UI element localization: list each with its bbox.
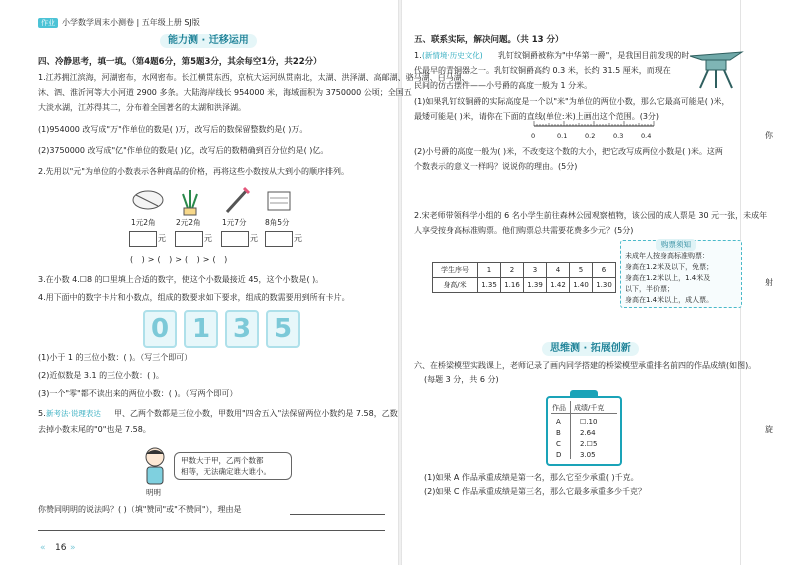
- speech-bubble: [174, 452, 292, 480]
- table-header-cell: 5: [570, 263, 593, 278]
- header-title: 小学数学周末小测卷 | 五年级上册 SJ版: [62, 18, 200, 27]
- digit-card-5: 5: [266, 310, 300, 348]
- q1-line-2: 沐、泗、淮沂河等大小河道 2900 多条。大陆海岸线长 954000 米，海域面积为 3750000 公顷；全国五: [38, 88, 412, 97]
- rule-line-2: 身高在1.2米及以下，免票；: [625, 263, 714, 271]
- ticket-rules-box: [620, 240, 742, 308]
- q1-tag: (新情境·历史文化): [422, 51, 483, 60]
- q2-prompt: 2.先用以"元"为单位的小数表示各种商品的价格，再将这些小数按从大到小的顺序排列。: [38, 167, 349, 176]
- table-header-cell: 4: [547, 263, 570, 278]
- digit-card-1: 1: [184, 310, 218, 348]
- reason-answer-line[interactable]: [290, 514, 385, 515]
- item2-price-input[interactable]: [175, 231, 203, 247]
- item1-unit: 元: [158, 234, 166, 243]
- score-name-b: B: [556, 429, 561, 437]
- table-cell: 1.40: [570, 278, 593, 293]
- table-cell: 1.35: [478, 278, 501, 293]
- table-cell: 1.39: [524, 278, 547, 293]
- scoreboard-clipboard: [546, 396, 622, 466]
- q4-prompt: 4.用下面中的数字卡片和小数点，组成的数要求如下要求，组成的数需要用到所有卡片。: [38, 293, 350, 302]
- q4-part-1: (1)小于 1 的三位小数：( )。（写三个即可）: [38, 353, 193, 362]
- rule-line-3: 身高在1.2米以上，1.4米及: [625, 274, 711, 282]
- margin-char-1: 你: [765, 131, 773, 140]
- rule-line-5: 身高在1.4米以上，成人票。: [625, 296, 714, 304]
- margin-char-3: 旋: [765, 425, 773, 434]
- left-page: 作业 小学数学周末小测卷 | 五年级上册 SJ版 能力测 · 迁移运用 四、冷静思考，填一填。（第4题6分，第5题3分，其余每空1分，共22分） 1.江苏拥江滨海，河湖密布，水网密布。长江横贯东西，京杭大运河纵贯南北，太湖、洪泽湖、高邮湖、骆马湖、白马湖、 沐、泗、淮沂河等大小河道 2900 多条。大陆海岸线长 954000 米，海域面积为 3750000 公顷；全国五 大淡水湖，江苏得其二，分布着全国著名的太湖和洪泽湖。 (1)954000 改写成"万"作单位的数是( )万，改写后的数保留整数约是( )万。 (2)3750000 改写成"亿"作单位的数是( )亿，改写后的数精确到百分位约是( )亿。 2.先用以"元"为单位的小数表示各种商品的价格，再将这些小数按从大到小的顺序排列。 1元2角 2元2角 1元7分 8角5分 元 元 元 元 ( )>( )>( )>( ) 3.在小数 4.☐8 的☐里填上合适的数字，使这个小数最接近 45，这个小数是( )。 4.用下面中的数字卡片和小数点，组成的数要求如下要求，组成的数需要用到所有卡片。 0 1 3 5 (1)小于 1 的三位小数：( )。（写三个即可） (2)近似数是 3.1 的三位小数：( )。 (3)一个"零"都不读出来的两位小数：( )。（写两个即可） 5. 新考法·说理表达 甲、乙两个数都是三位小数，甲数用"四舍五入"法保留两位小数约是 7.58，乙数 去掉小数末尾的"0"也是 7.58。 明明 甲数大于甲，乙两个数都 相等，无法确定谁大谁小。 你赞同明明的说法吗？( )（填"赞同"或"不赞同"），理由是 « 16 »: [38, 18, 470, 553]
- q1-line-1: 1.江苏拥江滨海，河湖密布，水网密布。长江横贯东西，京杭大运河纵贯南北，太湖、洪泽湖、高邮湖、骆马湖、白马湖、: [38, 73, 470, 82]
- score-value-d: 3.05: [580, 451, 596, 459]
- table-cell: 1.42: [547, 278, 570, 293]
- item4-label: 8角5分: [265, 218, 290, 227]
- student-figure-icon: [140, 446, 170, 486]
- q1-number: 1.: [414, 51, 422, 60]
- digit-card-0: 0: [143, 310, 177, 348]
- q5-line-1: 甲、乙两个数都是三位小数，甲数用"四舍五入"法保留两位小数约是 7.58，乙数: [114, 409, 398, 418]
- q5-question: 你赞同明明的说法吗？( )（填"赞同"或"不赞同"），理由是: [38, 505, 242, 514]
- ability-banner: 能力测 · 迁移运用: [160, 34, 257, 48]
- q6-part-2: (2)如果 C 作品承重成绩是第三名，那么它最多承重多少千克？: [424, 487, 647, 496]
- character-name: 明明: [146, 488, 161, 497]
- table-header-cell: 1: [478, 263, 501, 278]
- score-name-c: C: [556, 440, 561, 448]
- item4-unit: 元: [294, 234, 302, 243]
- table-header-cell: 6: [593, 263, 616, 278]
- margin-char-2: 射: [765, 278, 773, 287]
- q2-line-1: 2.宋老师带领科学小组的 6 名小学生前往森林公园观察植物，该公园的成人票是 30 元一张，未成年: [414, 211, 768, 220]
- q4-part-3: (3)一个"零"都不读出来的两位小数：( )。（写两个即可）: [38, 389, 238, 398]
- q5-line-2: 去掉小数末尾的"0"也是 7.58。: [38, 425, 151, 434]
- ruler-label-2: 0.2: [585, 132, 596, 140]
- item3-icon: [222, 184, 252, 216]
- score-name-d: D: [556, 451, 562, 459]
- score-value-c: 2.☐5: [580, 440, 598, 448]
- score-name-a: A: [556, 418, 561, 426]
- rule-line-4: 以下，半价票；: [625, 285, 674, 293]
- clip-top: [570, 390, 598, 398]
- q1-line-3: 大淡水湖，江苏得其二，分布着全国著名的太湖和洪泽湖。: [38, 103, 246, 112]
- page-number: 16: [55, 543, 67, 553]
- table-header-cell: 学生序号: [433, 263, 478, 278]
- ticket-rules-title: 购票须知: [656, 239, 696, 251]
- item2-icon: [175, 184, 205, 216]
- table-row: [433, 278, 616, 293]
- item3-label: 1元7分: [222, 218, 247, 227]
- item2-unit: 元: [204, 234, 212, 243]
- q1-part-2-line-2: 个数表示的意义一样吗？说说你的理由。(5分): [414, 162, 578, 171]
- score-header-score: 成绩/千克: [574, 404, 605, 412]
- q1-line-0: 乳钉纹铜爵被称为"中华第一爵"，是我国目前发现的时: [498, 51, 690, 60]
- table-cell: 1.30: [593, 278, 616, 293]
- item1-price-input[interactable]: [129, 231, 157, 247]
- section6-line-2: (每题 3 分，共 6 分): [424, 375, 499, 384]
- speech-line-1: 甲数大于甲，乙两个数都: [181, 456, 264, 465]
- q1-line-1: 代最早的青铜器之一。乳钉纹铜爵高约 0.3 米，长约 31.5 厘米，而现在: [414, 66, 671, 75]
- q3-prompt: 3.在小数 4.☐8 的☐里填上合适的数字，使这个小数最接近 45，这个小数是( )。: [38, 275, 324, 284]
- ruler-label-3: 0.3: [613, 132, 624, 140]
- item2-label: 2元2角: [176, 218, 201, 227]
- item3-unit: 元: [250, 234, 258, 243]
- rule-line-1: 未成年人按身高标准购票：: [625, 252, 709, 260]
- item4-price-input[interactable]: [265, 231, 293, 247]
- q5-tag: 新考法·说理表达: [46, 409, 101, 418]
- table-cell: 1.16: [501, 278, 524, 293]
- q2-line-2: 人享受按身高标准购票。他们购票总共需要花费多少元？(5分): [414, 226, 634, 235]
- q1-part-2: (2)3750000 改写成"亿"作单位的数是( )亿，改写后的数精确到百分位约是( )亿。: [38, 146, 329, 155]
- q1-part-1-line-2: 最矮可能是( )米，请你在下面的直线(单位:米)上画出这个范围。(3分): [414, 112, 660, 121]
- table-row-label: 身高/米: [433, 278, 478, 293]
- table-header-cell: 3: [524, 263, 547, 278]
- order-answer[interactable]: ( )>( )>( )>( ): [130, 255, 231, 264]
- q1-line-2: 民间的仿古摆件——小号爵的高度一般为 1 分米。: [414, 81, 593, 90]
- speech-line-2: 相等，无法确定谁大谁小。: [181, 467, 271, 476]
- item4-icon: [264, 186, 294, 214]
- score-header-work: 作品: [552, 404, 566, 412]
- table-header-cell: 2: [501, 263, 524, 278]
- ruler-label-4: 0.4: [641, 132, 652, 140]
- score-value-a: ☐.10: [580, 418, 598, 426]
- header-badge: 作业: [38, 18, 58, 28]
- q4-part-2: (2)近似数是 3.1 的三位小数：( )。: [38, 371, 164, 380]
- thinking-banner: 思维测 · 拓展创新: [542, 342, 639, 356]
- q1-part-1: (1)954000 改写成"万"作单位的数是( )万，改写后的数保留整数约是( )万。: [38, 125, 308, 134]
- section6-line-1: 六、在桥梁模型实践课上，老师记录了画内同学搭建的桥梁模型承重排名前四的作品成绩(如图)。: [414, 361, 757, 370]
- q1-part-1-line-1: (1)如果乳钉纹铜爵的实际高度是一个以"米"为单位的两位小数，那么它最高可能是( )米，: [414, 97, 730, 106]
- reason-answer-line-2[interactable]: [38, 530, 385, 531]
- section5-title: 五、联系实际，解决问题。（共 13 分）: [414, 35, 564, 45]
- height-table: [432, 262, 616, 293]
- digit-card-3: 3: [225, 310, 259, 348]
- q6-part-1: (1)如果 A 作品承重成绩是第一名，那么它至少承重( )千克。: [424, 473, 639, 482]
- right-page: [402, 0, 800, 565]
- ruler-label-1: 0.1: [557, 132, 568, 140]
- table-header-row: [433, 263, 616, 278]
- ruler-label-0: 0: [531, 132, 536, 140]
- score-value-b: 2.64: [580, 429, 596, 437]
- item1-icon: [128, 186, 168, 214]
- item3-price-input[interactable]: [221, 231, 249, 247]
- q1-part-2-line-1: (2)小号爵的高度一般为( )米，不改变这个数的大小，把它改写成两位小数是( )米。这两: [414, 147, 723, 156]
- section4-title: 四、冷静思考，填一填。（第4题6分，第5题3分，其余每空1分，共22分）: [38, 57, 322, 67]
- item1-label: 1元2角: [131, 218, 156, 227]
- bronze-jue-icon: [686, 46, 746, 90]
